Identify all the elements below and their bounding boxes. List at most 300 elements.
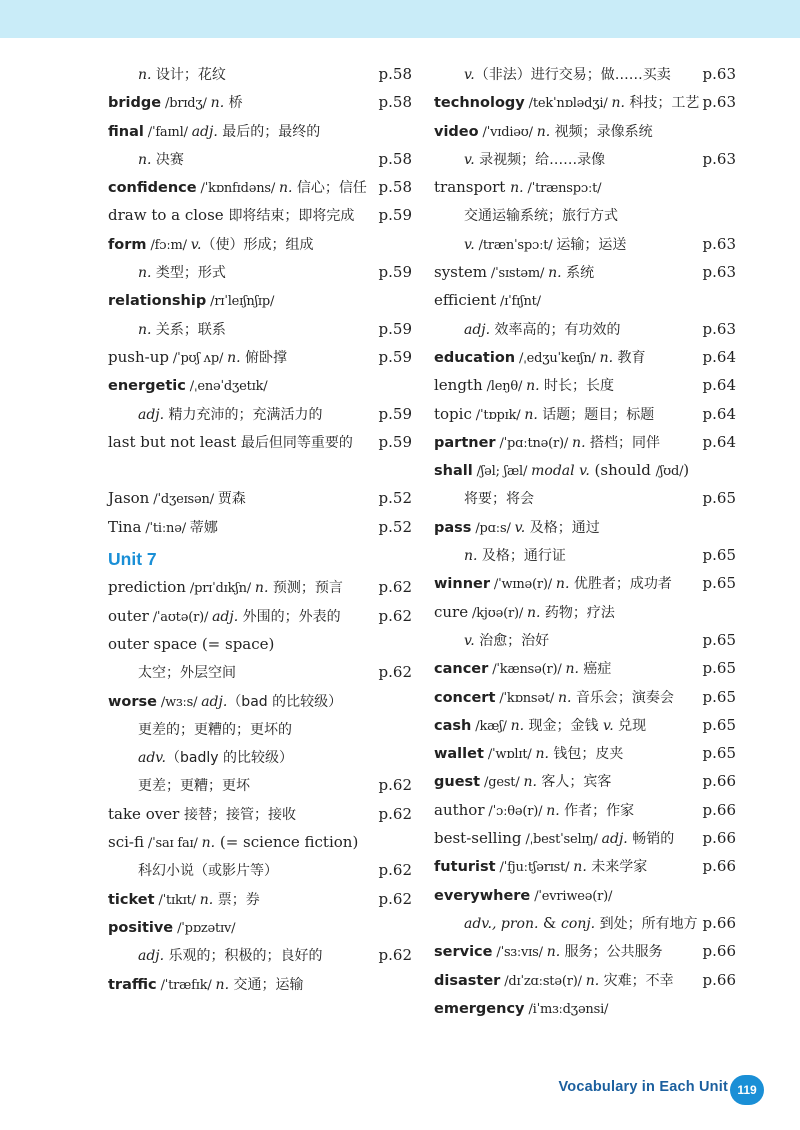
unit-heading: Unit 7	[108, 549, 157, 570]
entry-text	[108, 828, 358, 858]
phonetic: /ˈpʊʃ ʌp/	[168, 350, 228, 366]
page-reference: p.66	[702, 857, 736, 876]
entry-word: outer space (= space)	[108, 634, 275, 653]
definition: （badly 的比较级）	[166, 750, 293, 767]
headword: guest	[434, 774, 481, 791]
vocab-entry	[108, 885, 412, 913]
page-reference: p.59	[378, 432, 412, 451]
phonetic: /ʃəl; ʃæl/	[472, 464, 532, 480]
entry-word: cure	[434, 602, 469, 621]
part-of-speech: n.	[199, 891, 214, 908]
phonetic: /ˈdʒeɪsən/	[149, 492, 218, 508]
vocab-entry	[108, 145, 412, 173]
left-entries-list	[108, 60, 412, 541]
phonetic: /kjʊə(r)/	[468, 605, 527, 621]
part-of-speech: adv., pron.	[464, 915, 543, 932]
page-reference: p.64	[702, 376, 736, 395]
entry-text	[434, 626, 549, 655]
entry-text	[108, 800, 296, 829]
vocab-entry	[434, 400, 736, 428]
entry-text	[108, 484, 246, 514]
vocab-entry	[108, 513, 412, 541]
headword: service	[434, 944, 493, 961]
vocab-entry	[434, 626, 736, 654]
definition: 畅销的	[627, 831, 675, 848]
headword: energetic	[108, 378, 186, 395]
entry-text	[434, 966, 674, 996]
entry-text	[108, 88, 243, 118]
entry-text	[434, 60, 671, 89]
phonetic: /prɪˈdɪkʃn/	[185, 581, 255, 597]
page-reference: p.65	[702, 630, 736, 649]
definition: 交通运输系统；旅行方式	[464, 208, 618, 225]
right-entries-list	[434, 60, 736, 1022]
headword: positive	[108, 919, 174, 936]
entry-word: outer	[108, 606, 149, 625]
vocab-entry	[108, 315, 412, 343]
entry-text	[434, 994, 608, 1024]
entry-text	[108, 573, 343, 603]
definition: 录视频；给……录像	[474, 151, 606, 168]
part-of-speech: adj.	[601, 831, 628, 848]
headword: cash	[434, 717, 472, 734]
page-reference: p.59	[378, 404, 412, 423]
definition: 教育	[613, 349, 646, 366]
headword: bridge	[108, 95, 162, 112]
entry-word: (= science fiction)	[215, 833, 359, 852]
unit7-entries-list	[108, 573, 412, 997]
definition: 现金；金钱	[524, 717, 603, 734]
page-reference: p.59	[378, 206, 412, 225]
part-of-speech: adv.	[138, 750, 167, 767]
entry-word: draw to a close	[108, 206, 229, 225]
entry-text	[434, 88, 699, 118]
page-reference: p.66	[702, 942, 736, 961]
entry-text	[434, 852, 647, 882]
entry-text	[108, 371, 267, 401]
phonetic: /rɪˈleɪʃnʃɪp/	[206, 294, 275, 310]
part-of-speech: adj.	[138, 948, 165, 965]
entry-text	[434, 513, 600, 543]
part-of-speech: n.	[548, 265, 562, 282]
vocab-entry	[434, 88, 736, 116]
part-of-speech: n.	[599, 349, 614, 366]
entry-text	[108, 658, 236, 687]
definition: 关系；联系	[151, 321, 226, 338]
definition: 将要；将会	[464, 491, 534, 508]
part-of-speech: n.	[555, 576, 570, 593]
vocab-entry	[434, 739, 736, 767]
phonetic: /dɪˈzɑːstə(r)/	[500, 973, 586, 989]
part-of-speech: adj.	[138, 406, 165, 423]
entry-word: Jason	[108, 489, 150, 508]
headword: confidence	[108, 180, 197, 197]
definition: 灾难；不幸	[599, 972, 674, 989]
vocab-entry	[434, 173, 736, 201]
entry-text	[108, 630, 274, 658]
entry-text	[108, 173, 367, 203]
page-reference: p.64	[702, 432, 736, 451]
page-reference: p.65	[702, 715, 736, 734]
vocab-entry	[108, 602, 412, 630]
vocab-entry	[434, 371, 736, 399]
vocab-entry	[108, 771, 412, 799]
vocab-entry	[434, 513, 736, 541]
entry-text	[108, 400, 323, 429]
definition: 设计；花纹	[151, 67, 226, 83]
part-of-speech: n.	[510, 717, 525, 734]
part-of-speech: n.	[526, 378, 540, 395]
definition: 效率高的；有功效的	[490, 321, 621, 338]
entry-text	[108, 687, 342, 717]
page-reference: p.59	[378, 319, 412, 338]
page-reference: p.65	[702, 574, 736, 593]
vocab-entry	[108, 715, 412, 743]
entry-text	[108, 286, 274, 316]
definition: 话题；题目；标题	[537, 406, 655, 423]
page-reference: p.65	[702, 687, 736, 706]
entry-text	[108, 941, 323, 970]
entry-text	[434, 767, 611, 797]
part-of-speech: v.	[602, 717, 614, 734]
entry-text	[434, 598, 615, 628]
entry-text	[434, 824, 674, 854]
entry-text	[108, 145, 184, 174]
phonetic: /ˈfaɪnl/	[143, 124, 192, 140]
phonetic: /ˈevriweə(r)/	[530, 888, 613, 904]
entry-word: efficient	[434, 291, 497, 310]
page-reference: p.66	[702, 772, 736, 791]
page-reference: p.59	[378, 347, 412, 366]
entry-text	[434, 286, 541, 316]
vocab-entry	[108, 687, 412, 715]
definition: 太空；外层空间	[138, 665, 236, 682]
entry-text	[108, 913, 235, 943]
page-reference: p.52	[378, 517, 412, 536]
phonetic: /ˈpɑːtnə(r)/	[495, 435, 573, 451]
part-of-speech: modal v.	[531, 463, 590, 480]
entry-text	[108, 201, 354, 230]
entry-word: &	[542, 913, 562, 932]
part-of-speech: n.	[535, 746, 549, 763]
entry-text	[434, 739, 623, 769]
entry-text	[434, 343, 646, 373]
entry-word: best-selling	[434, 829, 522, 848]
entry-text	[108, 315, 226, 344]
entry-word: Tina	[108, 517, 142, 536]
definition: 及格；通行证	[477, 548, 566, 565]
entry-text	[434, 428, 660, 458]
part-of-speech: conj.	[561, 915, 596, 932]
definition: 最后的；最终的	[217, 123, 321, 140]
entry-text	[434, 881, 612, 911]
headword: final	[108, 123, 144, 140]
definition: 作者；作家	[559, 802, 635, 819]
vocab-entry	[108, 941, 412, 969]
page-reference: p.62	[378, 804, 412, 823]
vocab-entry	[434, 767, 736, 795]
headword: concert	[434, 689, 496, 706]
entry-text	[108, 602, 341, 632]
entry-text	[434, 683, 674, 713]
entry-text	[108, 885, 260, 915]
part-of-speech: n.	[138, 151, 152, 168]
headword: futurist	[434, 859, 496, 876]
entry-word: author	[434, 800, 485, 819]
definition: 科幻小说（或影片等）	[138, 863, 278, 880]
headword: shall	[434, 463, 473, 480]
headword: everywhere	[434, 887, 531, 904]
page-reference: p.62	[378, 776, 412, 795]
definition: （使）形成；组成	[201, 236, 314, 253]
page-reference: p.65	[702, 546, 736, 565]
part-of-speech: n.	[573, 859, 587, 876]
entry-text	[108, 513, 218, 543]
headword: wallet	[434, 746, 484, 763]
vocab-entry	[434, 569, 736, 597]
vocab-entry	[434, 796, 736, 824]
vocab-entry	[108, 484, 412, 512]
page-reference: p.62	[378, 889, 412, 908]
vocab-entry	[108, 117, 412, 145]
vocab-entry	[434, 654, 736, 682]
entry-word: (should	[589, 461, 656, 480]
page-reference: p.66	[702, 970, 736, 989]
part-of-speech: n.	[546, 802, 560, 819]
vocab-entry	[108, 400, 412, 428]
top-color-band	[0, 0, 800, 38]
vocab-entry	[434, 286, 736, 314]
entry-text	[108, 856, 278, 885]
vocab-entry	[434, 541, 736, 569]
right-column	[434, 60, 736, 1022]
phonetic: /ˌedʒuˈkeɪʃn/	[515, 350, 600, 366]
entry-word: transport	[434, 178, 511, 197]
definition: 交通；运输	[229, 976, 304, 993]
entry-text	[434, 796, 634, 826]
part-of-speech: n.	[138, 265, 152, 282]
page-reference: p.63	[702, 319, 736, 338]
vocab-entry	[434, 598, 736, 626]
part-of-speech: v.	[514, 519, 526, 536]
part-of-speech: v.	[190, 236, 202, 253]
vocab-entry	[434, 484, 736, 512]
vocab-entry	[434, 711, 736, 739]
phonetic: /trænˈspɔːt/	[474, 237, 557, 253]
page-number-badge: 119	[730, 1075, 764, 1105]
entry-text	[434, 711, 646, 741]
vocab-entry	[108, 630, 412, 658]
page-reference: p.63	[702, 263, 736, 282]
definition: 运输；运送	[556, 236, 627, 253]
part-of-speech: n.	[279, 180, 293, 197]
vocab-entry	[434, 201, 736, 229]
part-of-speech: v.	[464, 151, 475, 168]
part-of-speech: n.	[557, 689, 572, 706]
phonetic: /ˈtræfɪk/	[156, 977, 216, 993]
page-reference: p.63	[702, 65, 736, 83]
vocab-entry	[108, 428, 412, 456]
phonetic: /wɜːs/	[156, 694, 202, 710]
phonetic: /ˈaʊtə(r)/	[148, 609, 213, 625]
definition: 科技；工艺	[624, 95, 700, 112]
phonetic: /ˈtɒpɪk/	[471, 407, 525, 423]
phonetic: /fɔːm/	[146, 237, 191, 253]
part-of-speech: n.	[585, 972, 600, 989]
definition: 服务；公共服务	[560, 944, 663, 961]
vocab-entry	[434, 60, 736, 88]
definition: 俯卧撑	[240, 349, 287, 366]
phonetic: /ˈpɒzətɪv/	[173, 920, 236, 936]
vocab-entry	[108, 913, 412, 941]
part-of-speech: n.	[572, 434, 586, 451]
entry-text	[434, 173, 601, 203]
phonetic: /ˈɔːθə(r)/	[484, 803, 547, 819]
entry-word: system	[434, 263, 487, 282]
definition: 药物；疗法	[540, 604, 615, 621]
definition: 最后但同等重要的	[240, 434, 353, 451]
page-reference: p.62	[378, 606, 412, 625]
page-reference: p.62	[378, 946, 412, 965]
page-reference: p.62	[378, 663, 412, 682]
headword: partner	[434, 434, 496, 451]
definition: 未来学家	[586, 859, 648, 876]
phonetic: /ˌenəˈdʒetɪk/	[185, 379, 268, 395]
vocab-entry	[434, 852, 736, 880]
left-column	[108, 60, 412, 998]
entry-text	[108, 117, 320, 147]
phonetic: /ˈwɒlɪt/	[483, 747, 536, 763]
definition: 更差；更糟；更坏	[138, 778, 250, 795]
headword: video	[434, 123, 479, 140]
vocab-entry	[434, 315, 736, 343]
definition: 客人；宾客	[536, 774, 612, 791]
headword: relationship	[108, 293, 207, 310]
definition: 票；券	[213, 891, 260, 908]
page-reference: p.58	[378, 93, 412, 112]
part-of-speech: v.	[464, 236, 475, 253]
page-reference: p.63	[702, 93, 736, 112]
phonetic: /ˈsɜːvɪs/	[492, 945, 547, 961]
entry-text	[434, 909, 698, 938]
entry-text	[434, 258, 594, 288]
entry-text	[108, 771, 250, 800]
entry-text	[434, 230, 626, 260]
definition: 系统	[561, 265, 595, 282]
definition: 乐观的；积极的；良好的	[164, 948, 323, 965]
entry-text	[434, 117, 653, 147]
part-of-speech: n.	[536, 123, 551, 140]
part-of-speech: n.	[227, 349, 241, 366]
definition: 及格；通过	[525, 519, 600, 536]
headword: disaster	[434, 972, 501, 989]
part-of-speech: v.	[464, 67, 475, 83]
vocab-entry	[108, 286, 412, 314]
vocab-entry	[108, 258, 412, 286]
entry-text	[108, 428, 353, 457]
part-of-speech: n.	[546, 944, 561, 961]
page-reference: p.59	[378, 263, 412, 282]
vocab-entry	[108, 800, 412, 828]
entry-text	[434, 937, 663, 967]
part-of-speech: v.	[464, 632, 475, 649]
phonetic: /ˌbestˈselɪŋ/	[521, 832, 602, 848]
definition: 钱包；皮夹	[548, 746, 624, 763]
entry-text	[108, 60, 226, 89]
phonetic: /ˈsɪstəm/	[487, 266, 549, 282]
vocab-entry	[108, 658, 412, 686]
page-reference: p.66	[702, 829, 736, 848]
phonetic: /ˈsaɪ faɪ/	[143, 836, 202, 852]
part-of-speech: adj.	[191, 123, 218, 140]
entry-text	[108, 343, 287, 373]
part-of-speech: adj.	[464, 321, 491, 338]
blank-line	[108, 456, 412, 484]
phonetic: /ˈvɪdiəʊ/	[478, 124, 537, 140]
phonetic: /gest/	[480, 775, 524, 791]
page-reference: p.63	[702, 234, 736, 253]
definition: （bad 的比较级）	[227, 693, 343, 710]
part-of-speech: n.	[526, 604, 541, 621]
definition: 视频；录像系统	[550, 123, 653, 140]
entry-text	[434, 371, 614, 401]
phonetic: /ɪˈfɪʃnt/	[496, 294, 541, 310]
part-of-speech: n.	[254, 580, 269, 597]
phonetic: /tekˈnɒlədʒi/	[524, 96, 612, 112]
definition: 接替；接管；接收	[184, 806, 297, 823]
part-of-speech: n.	[215, 976, 230, 993]
definition: 到处；所有地方	[595, 915, 698, 932]
entry-text	[108, 230, 313, 260]
phonetic: /ˈtɪkɪt/	[154, 892, 200, 908]
phonetic: /ˈwɪnə(r)/	[490, 577, 556, 593]
vocab-entry	[108, 88, 412, 116]
phonetic: /ˈkɒnsət/	[495, 690, 558, 706]
page-reference: p.65	[702, 744, 736, 763]
entry-text	[434, 145, 605, 174]
definition: （非法）进行交易；做……买卖	[474, 67, 671, 83]
phonetic: /iˈmɜːdʒənsi/	[524, 1001, 609, 1017]
vocab-entry	[434, 117, 736, 145]
headword: cancer	[434, 661, 489, 678]
entry-text	[108, 970, 303, 1000]
page-reference: p.63	[702, 149, 736, 168]
vocab-entry	[434, 145, 736, 173]
part-of-speech: n.	[138, 321, 152, 338]
page-reference: p.65	[702, 659, 736, 678]
vocab-entry	[108, 60, 412, 88]
page-reference: p.66	[702, 800, 736, 819]
headword: winner	[434, 576, 490, 593]
vocab-entry	[108, 743, 412, 771]
vocab-entry	[108, 970, 412, 998]
vocab-entry	[108, 173, 412, 201]
page-reference: p.52	[378, 489, 412, 508]
page-reference: p.62	[378, 578, 412, 597]
page-reference: p.64	[702, 347, 736, 366]
part-of-speech: adj.	[201, 693, 228, 710]
part-of-speech: n.	[201, 835, 216, 852]
entry-word: topic	[434, 404, 472, 423]
entry-text	[434, 456, 689, 486]
definition: 更差的；更糟的；更坏的	[138, 721, 292, 738]
entry-word: sci-fi	[108, 833, 144, 852]
part-of-speech: adj.	[212, 608, 239, 625]
footer-section-label: Vocabulary in Each Unit	[558, 1079, 728, 1095]
phonetic: /ˈtiːnə/	[141, 520, 190, 536]
vocab-entry	[108, 343, 412, 371]
entry-word: push-up	[108, 347, 169, 366]
